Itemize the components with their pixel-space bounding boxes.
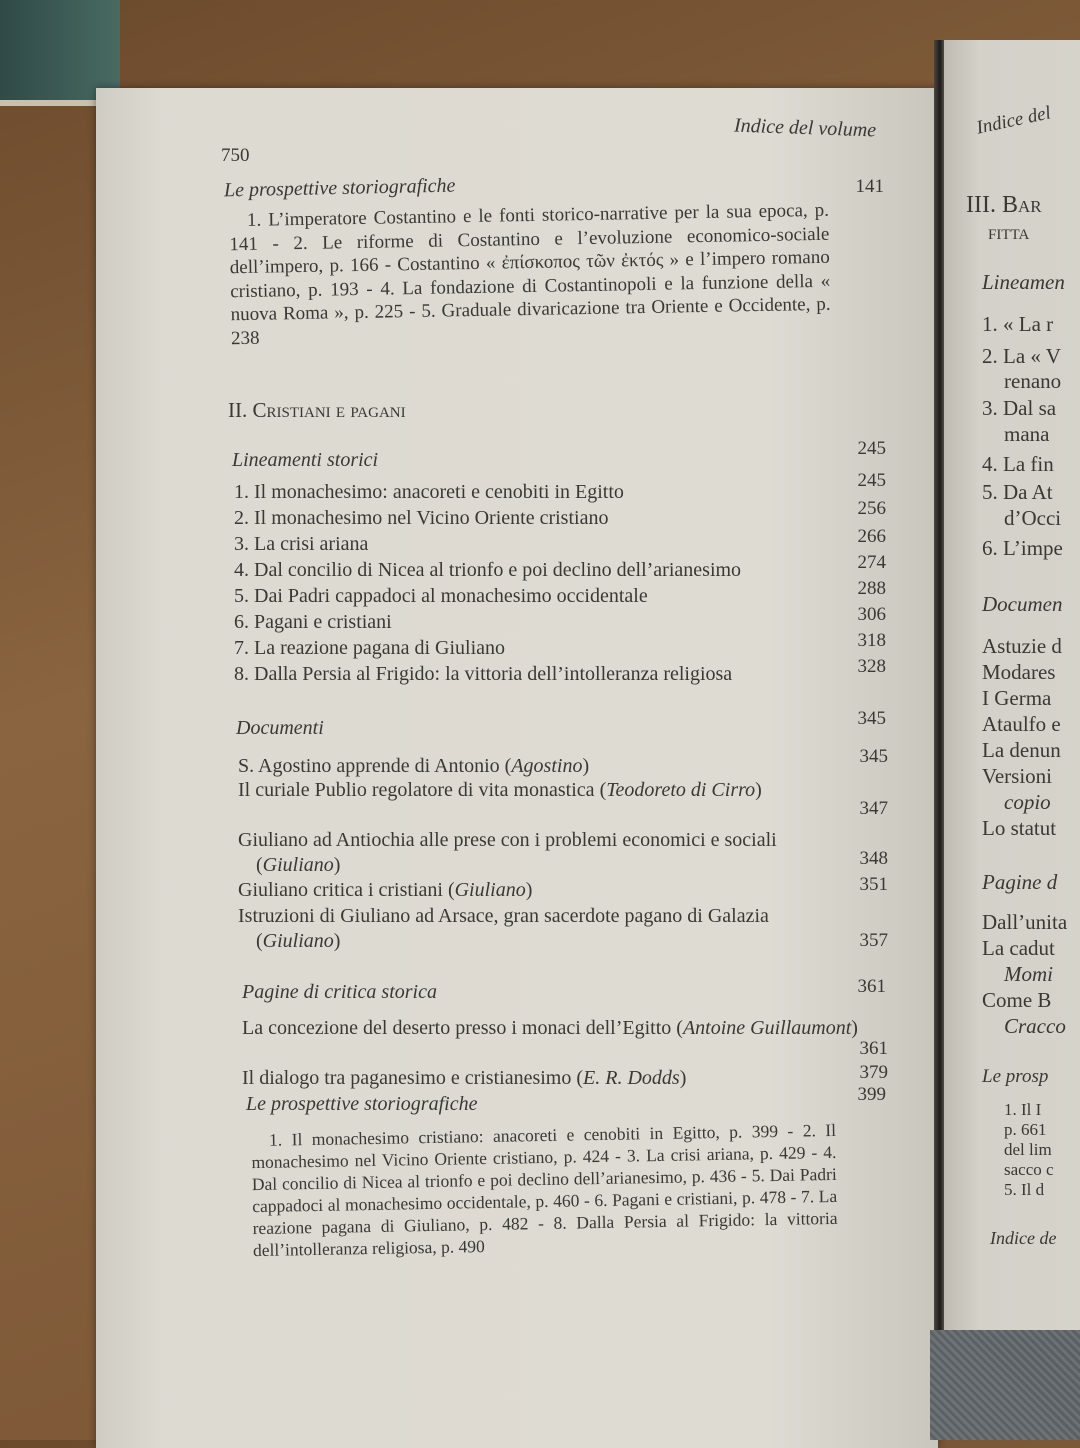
toc-page: 256 xyxy=(857,498,886,519)
toc-page: 288 xyxy=(857,578,886,599)
running-head: Indice del volume xyxy=(733,114,877,142)
toc-entry: 6. L’impe xyxy=(982,536,1063,560)
toc-entry: 1. « La r xyxy=(982,312,1054,336)
section-heading: Le prospettive storiografiche xyxy=(223,174,456,202)
section-summary: 1. L’imperatore Costantino e le fonti storico-narrative per la sua epoca, p. 141 - 2. Le riforme di Costantino e l’evoluzione economico-sociale dell’impero, p. 166 - Costantino « ἐπίσκοπος τῶν ἐκτός » e l’impero romano cristiano, p. 193 - 4. La fondazione di Costantinopoli e la funzione della « nuova Roma », p. 225 - 5. Graduale divaricazione tra Oriente e Occidente, p. 238 xyxy=(229,199,831,349)
book-cover-cloth xyxy=(930,1330,1080,1440)
toc-entry: Astuzie d xyxy=(982,634,1062,658)
chapter-title-cont: fitta xyxy=(988,220,1030,244)
toc-page: 348 xyxy=(859,848,888,869)
summary-line: p. 661 xyxy=(1004,1120,1047,1139)
right-page xyxy=(944,40,1080,1440)
documenti-heading: Documenti xyxy=(236,717,324,739)
toc-entry: 5. Da At xyxy=(982,480,1053,504)
toc-entry: 5. Dai Padri cappadoci al monachesimo occidentale xyxy=(234,585,648,607)
toc-entry: 4. La fin xyxy=(982,452,1054,476)
toc-entry: La cadut xyxy=(982,936,1055,960)
toc-page: 357 xyxy=(859,930,888,951)
toc-entry: Versioni xyxy=(982,764,1052,788)
documenti-page: 345 xyxy=(857,708,886,729)
toc-page: 306 xyxy=(857,604,886,625)
toc-entry: Giuliano ad Antiochia alle prese con i problemi economici e sociali (Giuliano) xyxy=(238,829,777,876)
toc-page: 379 xyxy=(859,1062,888,1083)
toc-entry: copio xyxy=(1004,790,1051,814)
running-head: Indice del xyxy=(974,102,1053,139)
pagine-critica-page: 361 xyxy=(857,976,886,997)
toc-entry: S. Agostino apprende di Antonio (Agostino) xyxy=(238,755,590,777)
toc-page: 245 xyxy=(857,470,886,491)
toc-entry: mana xyxy=(1004,422,1050,446)
summary-line: del lim xyxy=(1004,1140,1052,1159)
toc-entry: 7. La reazione pagana di Giuliano xyxy=(234,637,505,659)
toc-entry: 6. Pagani e cristiani xyxy=(234,611,392,633)
section-heading: Documen xyxy=(982,592,1063,616)
summary-line: sacco c xyxy=(1004,1160,1054,1179)
section-page: 399 xyxy=(857,1084,886,1105)
toc-entry: Momi xyxy=(1004,962,1053,986)
section-summary: 1. Il monachesimo cristiano: anacoreti e cenobiti in Egitto, p. 399 - 2. Il monachesimo nel Vicino Oriente cristiano, p. 424 - 3. La crisi ariana, p. 429 - 4. Dal concilio di Nicea al trionfo e poi declino dell’arianesimo, p. 436 - 5. Dai Padri cappadoci al monachesimo occidentale, p. 460 - 6. Pagani e cristiani, p. 478 - 7. La reazione pagana di Giuliano, p. 482 - 8. Dalla Persia al Frigido: la vittoria dell’intolleranza religiosa, p. 490 xyxy=(251,1119,838,1261)
toc-entry: 3. Dal sa xyxy=(982,396,1057,420)
toc-page: 274 xyxy=(857,552,886,573)
toc-entry: 1. Il monachesimo: anacoreti e cenobiti in Egitto xyxy=(234,481,624,503)
summary-line: 1. Il I xyxy=(1004,1100,1042,1119)
section-heading: Indice de xyxy=(990,1228,1057,1248)
toc-page: 361 xyxy=(859,1038,888,1059)
toc-entry: Il curiale Publio regolatore di vita monastica (Teodoreto di Cirro) xyxy=(238,779,762,801)
toc-entry: renano xyxy=(1004,369,1062,393)
chapter-title: III. Bar xyxy=(966,192,1042,218)
toc-page: 328 xyxy=(857,656,886,677)
toc-page: 351 xyxy=(859,874,888,895)
toc-entry: Dall’unita xyxy=(982,910,1068,934)
toc-page: 318 xyxy=(857,630,886,651)
toc-page: 266 xyxy=(857,526,886,547)
left-page xyxy=(96,88,938,1448)
toc-entry: d’Occi xyxy=(1004,506,1062,530)
toc-entry: I Germa xyxy=(982,686,1052,710)
toc-page: 347 xyxy=(859,798,888,819)
page-number: 750 xyxy=(221,145,250,166)
lineamenti-page: 245 xyxy=(857,438,886,459)
toc-entry: Ataulfo e xyxy=(982,712,1061,736)
toc-entry: Il dialogo tra paganesimo e cristianesimo (E. R. Dodds) xyxy=(242,1067,687,1089)
toc-entry: 2. La « V xyxy=(982,344,1061,368)
toc-entry: Come B xyxy=(982,988,1052,1012)
toc-page: 345 xyxy=(859,746,888,767)
lineamenti-heading: Lineamenti storici xyxy=(232,449,379,471)
toc-entry: La denun xyxy=(982,738,1061,762)
chapter-title: II. Cristiani e pagani xyxy=(228,398,406,422)
toc-entry: 8. Dalla Persia al Frigido: la vittoria dell’intolleranza religiosa xyxy=(234,663,733,685)
toc-entry: Lo statut xyxy=(982,816,1057,840)
toc-entry: Istruzioni di Giuliano ad Arsace, gran sacerdote pagano di Galazia (Giuliano) xyxy=(238,905,769,952)
toc-entry: La concezione del deserto presso i monaci dell’Egitto (Antoine Guillaumont) xyxy=(242,1017,858,1039)
section-heading: Le prosp xyxy=(982,1066,1049,1087)
section-heading: Lineamen xyxy=(982,270,1065,294)
toc-entry: Giuliano critica i cristiani (Giuliano) xyxy=(238,879,533,901)
toc-entry: Cracco xyxy=(1004,1014,1066,1038)
summary-line: 5. Il d xyxy=(1004,1180,1045,1199)
toc-entry: 4. Dal concilio di Nicea al trionfo e poi declino dell’arianesimo xyxy=(234,559,742,581)
pagine-critica-heading: Pagine di critica storica xyxy=(242,981,437,1003)
section-heading: Le prospettive storiografiche xyxy=(246,1093,478,1115)
toc-entry: 3. La crisi ariana xyxy=(234,533,369,555)
toc-entry: 2. Il monachesimo nel Vicino Oriente cristiano xyxy=(234,507,609,529)
toc-entry: Modares xyxy=(982,660,1056,684)
section-page: 141 xyxy=(855,176,884,197)
section-heading: Pagine d xyxy=(982,870,1058,894)
